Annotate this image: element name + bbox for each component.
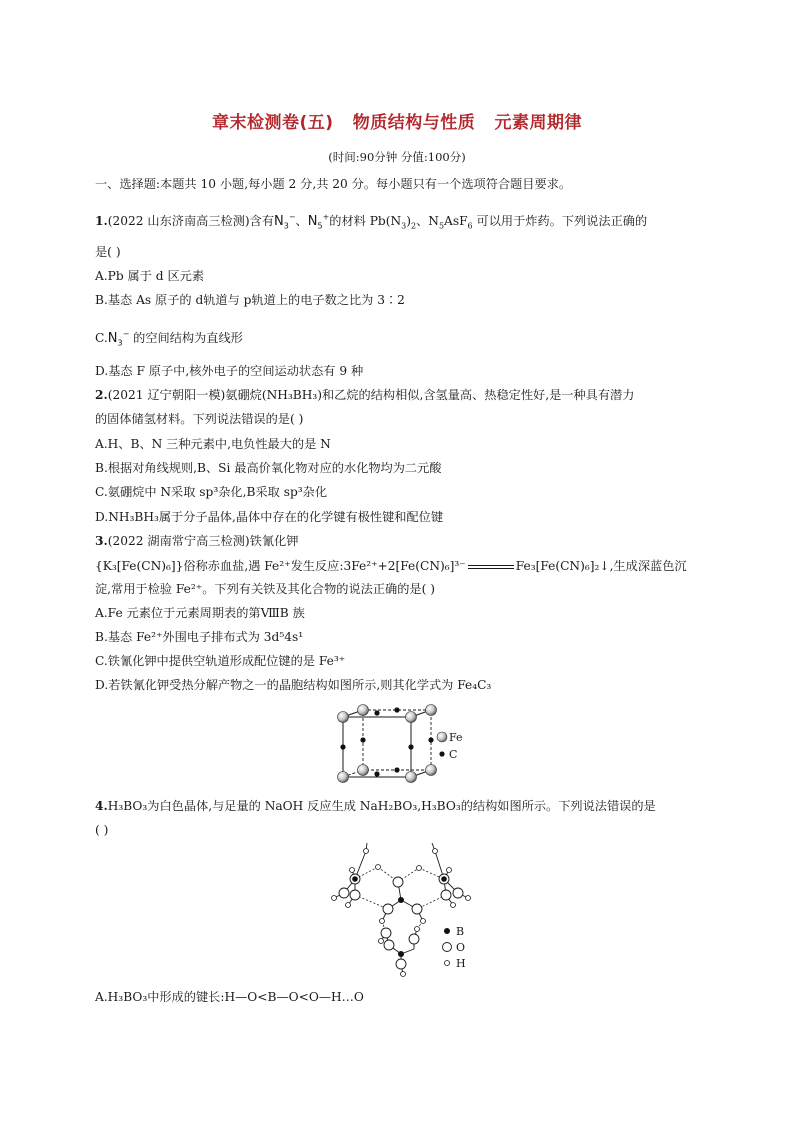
c-legend-label: C xyxy=(449,748,458,761)
h-legend-icon xyxy=(445,961,450,966)
q2-option-a: A.H、B、N 三种元素中,电负性最大的是 N xyxy=(95,437,331,451)
q2-number: 2. xyxy=(95,388,108,402)
q2-option-c: C.氨硼烷中 N采取 sp³杂化,B采取 sp³杂化 xyxy=(95,485,328,499)
section-heading: 一、选择题:本题共 10 小题,每小题 2 分,共 20 分。每小题只有一个选项符合题目要求。 xyxy=(95,177,572,191)
q1-option-d: D.基态 F 原子中,核外电子的空间运动状态有 9 种 xyxy=(95,364,364,378)
q4-option-a: A.H₃BO₃中形成的键长:H—O<B—O<O—H…O xyxy=(95,990,364,1004)
n3-ion: $N_3^-$ xyxy=(107,329,130,348)
o-legend-icon xyxy=(443,943,452,952)
o-legend-label: O xyxy=(456,941,466,954)
q3-option-b: B.基态 Fe²⁺外围电子排布式为 3d⁵4s¹ xyxy=(95,630,304,644)
equals-sign xyxy=(468,565,514,569)
q2-option-d: D.NH₃BH₃属于分子晶体,晶体中存在的化学键有极性键和配位键 xyxy=(95,510,444,524)
b-legend-label: B xyxy=(456,925,465,938)
q1-number: 1. xyxy=(95,214,108,228)
q4-stem-line1: 4.H₃BO₃为白色晶体,与足量的 NaOH 反应生成 NaH₂BO₃,H₃BO₃的结构如图所示。下列说法错误的是 xyxy=(95,799,656,813)
q3-number: 3. xyxy=(95,534,108,548)
q2-stem-line2: 的固体储氢材料。下列说法错误的是( ) xyxy=(95,412,304,426)
q1-option-a: A.Pb 属于 d 区元素 xyxy=(95,269,205,283)
h-legend-label: H xyxy=(456,957,466,970)
q4-stem-line2: ( ) xyxy=(95,823,109,837)
n5-ion: $N_5^+$ xyxy=(307,212,330,231)
fe-legend-icon xyxy=(437,732,447,742)
q4-number: 4. xyxy=(95,799,108,813)
boric-acid-structure-figure xyxy=(322,843,482,985)
page-title: 章末检测卷(五) 物质结构与性质 元素周期律 xyxy=(211,113,583,133)
q3-stem-line3: 淀,常用于检验 Fe²⁺。下列有关铁及其化合物的说法正确的是( ) xyxy=(95,582,435,596)
fe-legend-label: Fe xyxy=(449,731,463,744)
q2-option-b: B.根据对角线规则,B、Si 最高价氧化物对应的水化物均为二元酸 xyxy=(95,461,442,475)
c-legend-icon xyxy=(439,751,444,756)
q3-option-a: A.Fe 元素位于元素周期表的第ⅧB 族 xyxy=(95,606,305,620)
q1-option-c: $C.N_3^-$ 的空间结构为直线形 xyxy=(95,329,243,348)
q3-stem-line1: 3.(2022 湖南常宁高三检测)铁氰化钾 xyxy=(95,534,299,548)
exam-info: (时间:90分钟 分值:100分) xyxy=(328,150,466,164)
q2-stem-line1: 2.(2021 辽宁朝阳一模)氨硼烷(NH₃BH₃)和乙烷的结构相似,含氢量高、热稳定性好,是一种具有潜力 xyxy=(95,388,635,402)
q3-option-c: C.铁氰化钾中提供空轨道形成配位键的是 Fe³⁺ xyxy=(95,654,346,668)
crystal-cell-figure xyxy=(325,698,475,790)
q3-stem-line2: {K₃[Fe(CN)₆]}俗称赤血盐,遇 Fe²⁺发生反应:3Fe²⁺+2[Fe(CN)₆]³⁻ Fe₃[Fe(CN)₆]₂↓,生成深蓝色沉 xyxy=(95,559,687,573)
b-legend-icon xyxy=(444,928,450,934)
q1-stem-line2: 是( ) xyxy=(95,245,121,259)
n3-ion: $N_3^-$ xyxy=(274,212,296,231)
q1-option-b: B.基态 As 原子的 d轨道与 p轨道上的电子数之比为 3∶2 xyxy=(95,293,405,307)
q1-stem-line1: 1.(2022 山东济南高三检测)含有$N_3^-$、$N_5^+$的材料 $Pb(N_3)_2$、$N_5AsF_6$ 可以用于炸药。下列说法正确的 xyxy=(95,212,648,231)
q3-option-d: D.若铁氰化钾受热分解产物之一的晶胞结构如图所示,则其化学式为 Fe₄C₃ xyxy=(95,678,492,692)
